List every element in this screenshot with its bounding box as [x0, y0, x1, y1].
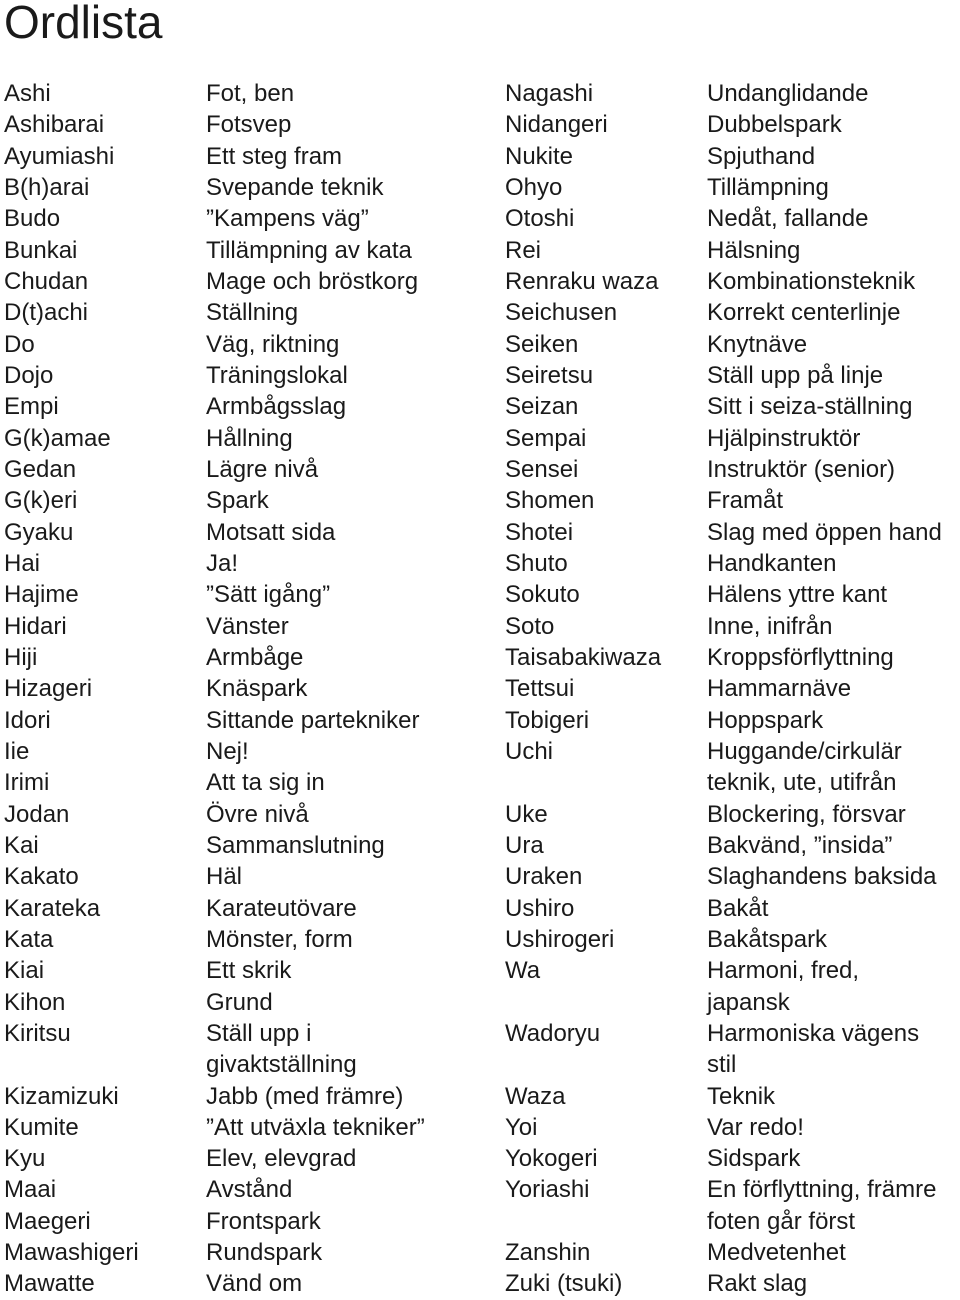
glossary-meaning: Övre nivå [206, 800, 309, 828]
glossary-term: Kata [4, 925, 54, 953]
glossary-term: Jodan [4, 800, 70, 828]
left-terms-column [4, 78, 200, 1300]
glossary-term: Gyaku [4, 518, 74, 546]
glossary-term: Seizan [505, 393, 579, 421]
left-meanings-column [206, 78, 504, 1300]
glossary-meaning: Ställning [206, 299, 299, 327]
glossary-term: Maegeri [4, 1207, 91, 1235]
glossary-meaning: Nedåt, fallande [707, 205, 869, 233]
glossary-term: Sempai [505, 424, 587, 452]
glossary-meaning: Hoppspark [707, 706, 824, 734]
glossary-meaning: Slaghandens baksida [707, 863, 937, 891]
glossary-term: Nagashi [505, 80, 594, 107]
glossary-term: Hiji [4, 643, 38, 671]
glossary-meaning: Mönster, form [206, 925, 353, 953]
glossary-meaning: Harmoni, fred, [707, 957, 860, 985]
glossary-meaning: Vänster [206, 612, 289, 640]
glossary-meaning: Rundspark [206, 1239, 323, 1267]
glossary-meaning: Lägre nivå [206, 455, 319, 483]
glossary-meaning: Elev, elevgrad [206, 1145, 357, 1173]
right-meanings-column [707, 78, 960, 1300]
glossary-term: Kizamizuki [4, 1082, 119, 1110]
glossary-term: Tettsui [505, 675, 575, 703]
glossary-term: Seichusen [505, 299, 618, 327]
glossary-term: Idori [4, 706, 51, 734]
glossary-meaning: Vänd om [206, 1270, 303, 1298]
glossary-term: Chudan [4, 267, 89, 295]
glossary-meaning: Grund [206, 988, 273, 1016]
glossary-meaning: japansk [707, 988, 790, 1016]
glossary-term: Otoshi [505, 205, 575, 233]
glossary-meaning: Mage och bröstkorg [206, 267, 419, 295]
glossary-term: Yoi [505, 1113, 538, 1141]
glossary-meaning: Rakt slag [707, 1270, 808, 1298]
glossary-meaning: Knytnäve [707, 330, 808, 358]
glossary-meaning: Sidspark [707, 1145, 801, 1173]
glossary-term: Ohyo [505, 173, 563, 201]
glossary-term: Zuki (tsuki) [505, 1270, 623, 1298]
glossary-meaning: Att ta sig in [206, 769, 325, 797]
glossary-term: Karateka [4, 894, 101, 922]
glossary-meaning: Huggande/cirkulär [707, 737, 902, 765]
glossary-term: Kyu [4, 1145, 46, 1173]
glossary-term: Seiken [505, 330, 579, 358]
glossary-meaning: ”Att utväxla tekniker” [206, 1113, 425, 1141]
glossary-meaning: ”Sätt igång” [206, 581, 331, 609]
glossary-term: Iie [4, 737, 30, 765]
glossary-meaning: Instruktör (senior) [707, 455, 896, 483]
glossary-meaning: Bakåt [707, 894, 769, 922]
glossary-meaning: Teknik [707, 1082, 776, 1110]
glossary-meaning: Karateutövare [206, 894, 357, 922]
glossary-term: Tobigeri [505, 706, 590, 734]
glossary-term: Hai [4, 549, 41, 577]
glossary-meaning: Spark [206, 487, 269, 515]
glossary-meaning: Tillämpning av kata [206, 236, 412, 264]
glossary-meaning: Väg, riktning [206, 330, 340, 358]
glossary-meaning: Kroppsförflyttning [707, 643, 894, 671]
glossary-term: Nidangeri [505, 111, 608, 139]
glossary-term: Sensei [505, 455, 579, 483]
glossary-term: Yokogeri [505, 1145, 598, 1173]
glossary-meaning: Ett steg fram [206, 142, 343, 170]
glossary-meaning: teknik, ute, utifrån [707, 769, 897, 797]
glossary-term: Ashibarai [4, 111, 105, 139]
glossary-meaning: Ställ upp i [206, 1019, 312, 1047]
glossary-meaning: Sittande partekniker [206, 706, 420, 734]
glossary-term: Kiritsu [4, 1019, 71, 1047]
glossary-term: Kihon [4, 988, 66, 1016]
glossary-term: Do [4, 330, 35, 358]
glossary-meaning: Frontspark [206, 1207, 321, 1235]
glossary-meaning: Var redo! [707, 1113, 804, 1141]
glossary-meaning: Harmoniska vägens [707, 1019, 920, 1047]
glossary-term: Shuto [505, 549, 568, 577]
glossary-term: Nukite [505, 142, 574, 170]
glossary-term: Ushirogeri [505, 925, 615, 953]
glossary-term: Shomen [505, 487, 595, 515]
glossary-meaning: Träningslokal [206, 361, 348, 389]
glossary-meaning: Ställ upp på linje [707, 361, 884, 389]
glossary-term: Waza [505, 1082, 566, 1110]
glossary-term: Uke [505, 800, 548, 828]
glossary-term: Kai [4, 831, 39, 859]
glossary-term [505, 987, 705, 1018]
glossary-term: D(t)achi [4, 299, 89, 327]
glossary-meaning: Inne, inifrån [707, 612, 833, 640]
glossary-term: Mawatte [4, 1270, 95, 1298]
glossary-meaning: Framåt [707, 487, 784, 515]
glossary-term: Sokuto [505, 581, 580, 609]
glossary-term: Uchi [505, 737, 554, 765]
glossary-term: Uraken [505, 863, 583, 891]
glossary-term: Shotei [505, 518, 574, 546]
glossary-term: Empi [4, 393, 59, 421]
glossary-meaning: Avstånd [206, 1176, 293, 1204]
glossary-meaning: Bakvänd, ”insida” [707, 831, 893, 859]
glossary-term: Kiai [4, 957, 45, 985]
glossary-meaning: Fot, ben [206, 80, 295, 107]
glossary-meaning: Korrekt centerlinje [707, 299, 901, 327]
glossary-term: Ushiro [505, 894, 575, 922]
glossary-meaning: Handkanten [707, 549, 837, 577]
glossary-meaning: Knäspark [206, 675, 308, 703]
glossary-meaning: Ja! [206, 549, 239, 577]
glossary-term: Rei [505, 236, 542, 264]
glossary-term [505, 1206, 705, 1237]
glossary-term: Irimi [4, 769, 50, 797]
glossary-term: Seiretsu [505, 361, 594, 389]
glossary-meaning: Hälens yttre kant [707, 581, 888, 609]
glossary-term: Gedan [4, 455, 77, 483]
glossary-meaning: Häl [206, 863, 243, 891]
glossary-meaning: Armbågsslag [206, 393, 347, 421]
page-title: Ordlista [4, 0, 163, 48]
glossary-term: Mawashigeri [4, 1239, 139, 1267]
glossary-term [4, 1049, 200, 1080]
glossary-term: Bunkai [4, 236, 78, 264]
glossary-meaning: En förflyttning, främre [707, 1176, 937, 1204]
glossary-meaning: Undanglidande [707, 80, 869, 107]
glossary-term: G(k)eri [4, 487, 78, 515]
glossary-meaning: Fotsvep [206, 111, 292, 139]
glossary-term [505, 767, 705, 798]
glossary-meaning: stil [707, 1051, 737, 1079]
glossary-term: Yoriashi [505, 1176, 590, 1204]
glossary-meaning: givaktställning [206, 1051, 357, 1079]
glossary-term: Kakato [4, 863, 79, 891]
glossary-meaning: Ett skrik [206, 957, 292, 985]
glossary-term [505, 1049, 705, 1080]
glossary-meaning: Bakåtspark [707, 925, 828, 953]
right-terms-column [505, 78, 705, 1300]
glossary-term: G(k)amae [4, 424, 111, 452]
glossary-meaning: Medvetenhet [707, 1239, 846, 1267]
glossary-term: Soto [505, 612, 555, 640]
glossary-meaning: Sitt i seiza-ställning [707, 393, 913, 421]
glossary-meaning: Hälsning [707, 236, 801, 264]
glossary-meaning: foten går först [707, 1207, 856, 1235]
glossary-meaning: Dubbelspark [707, 111, 842, 139]
glossary-meaning: ”Kampens väg” [206, 205, 369, 233]
glossary-term: Renraku waza [505, 267, 659, 295]
glossary-meaning: Hammarnäve [707, 675, 852, 703]
glossary-term: Kumite [4, 1113, 79, 1141]
glossary-term: Hidari [4, 612, 67, 640]
glossary-meaning: Hjälpinstruktör [707, 424, 861, 452]
glossary-meaning: Nej! [206, 737, 249, 765]
glossary-term: Zanshin [505, 1239, 591, 1267]
glossary-term: Ashi [4, 80, 51, 107]
glossary-term: Ayumiashi [4, 142, 115, 170]
glossary-meaning: Blockering, försvar [707, 800, 906, 828]
glossary-term: Wadoryu [505, 1019, 601, 1047]
glossary-term: Ura [505, 831, 544, 859]
glossary-term: Hizageri [4, 675, 93, 703]
glossary-meaning: Kombinationsteknik [707, 267, 916, 295]
glossary-meaning: Slag med öppen hand [707, 518, 942, 546]
glossary-term: Taisabakiwaza [505, 643, 662, 671]
glossary-meaning: Motsatt sida [206, 518, 336, 546]
glossary-term: B(h)arai [4, 173, 90, 201]
glossary-term: Wa [505, 957, 541, 985]
glossary-meaning: Jabb (med främre) [206, 1082, 404, 1110]
glossary-meaning: Sammanslutning [206, 831, 385, 859]
glossary-term: Dojo [4, 361, 54, 389]
glossary-meaning: Armbåge [206, 643, 304, 671]
glossary-meaning: Tillämpning [707, 173, 829, 201]
glossary-term: Hajime [4, 581, 79, 609]
glossary-meaning: Svepande teknik [206, 173, 384, 201]
glossary-term: Budo [4, 205, 61, 233]
glossary-meaning: Hållning [206, 424, 293, 452]
glossary-term: Maai [4, 1176, 57, 1204]
glossary-meaning: Spjuthand [707, 142, 816, 170]
